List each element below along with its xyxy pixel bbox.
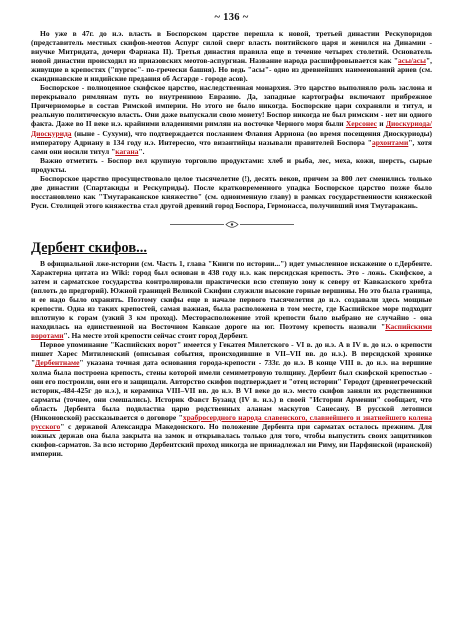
text-run: " с державой Александра Македонского. Но положение Дербента при сарматах осталось прежним. Для южных держав она была закрыта на замок и открывалась только для того, чтобы выпустить своих защитников скифов-сарматов. За всю историю Дербентский проход никогда не принадлежал ни Риму, ни Парфянской (иранской) империи. (31, 421, 432, 458)
paragraph-derbent-history (31, 340, 432, 458)
ornament-divider-icon (168, 220, 296, 229)
paragraph-trade: Важно отметить - Боспор вел крупную торговлю продуктами: хлеб и рыба, лес, меха, кожи, шерсть, сырые продукты. (31, 155, 432, 174)
text-run: " указана точная дата основания города-крепости - 733г. до н.э. В конце VIII в. до н.э. на вершине холма была построена крепость, стены которой имели семиметровую толщину. Дербент был скифской крепостью - они его построили, они его и защищали. Авторство скифов подтверждает и "отец истории" Геродот (древнегреческий историк,-484-425г до н.э.), и керамика VIII–VII вв. до н.э. В VI веке до н.э. место скифов заняли их родственники сарматы (точнее, они смешались). Историк Фавст Бузанд (IV в. н.э.) в своей "Истории Армении" сообщает, что область Дербента была подвластна царю родственных аланам маскутов Санесану. В русской летописи (Никоновской) рассказывается о договоре " (31, 358, 432, 422)
text-run: ". На месте этой крепости сейчас стоит город Дербент. (63, 331, 248, 341)
section-title-derbent: Дербент скифов... (31, 239, 148, 256)
link-archons[interactable]: архонтами (371, 137, 409, 147)
text-run: В официальной лже-истории (см. Часть 1, глава "Книги по истории...") идет умысленное искажение о г.Дербенте. Характерна цитата из Wiki: город был основан в 438 году н.э. как персидская крепость. Это - ложь. Скифское, а затем и сарматское государства контролировали практически всю степную зону к северу от Кавказского хребта (вплоть до предгорий). Южной границей Великой Скифии служили высокие горные вершины. Но это была граница, и ее надо было охранять. Поэтому скифы еще в начале первого тысячелетия до н.э. создавали здесь мощные крепости. Одна из таких крепостей, самая важная, была расположена в том месте, где Каспийское море подходит вплотную к горам (узкий 3 км проход). Месторасположение этой крепости было выбрано не случайно - она находилась на единственной на Восточном Кавказе дороге на юг. Поэтому крепость назвали " (31, 258, 432, 332)
paragraph-bosporan-kingdom (31, 83, 432, 155)
text-run: Но уже в 47г. до н.э. власть в Боспорском царстве перешла к новой, третьей династии Рескупоридов (представитель местных скифов-меотов Аспург силой сверг власть понтийского царя и женился на Динамии - внучке Митридата, дочери Фарнака II). Третья династия правила еще в течение четырех столетий. Основатель новой династии происходил из приазовских меотов-аспургиан. Название народа расшифровывается как " (31, 29, 432, 66)
text-run: (ныне - Сухуми), что подтверждается посланием Флавия Арриона (во время посещения Диоскуриоды) императору Адриану в 134 году н.э. Интересно, что византийцы называли правителей Боспора " (31, 128, 432, 147)
text-run: ", хотя сами они носили титул " (31, 137, 432, 156)
paragraph-bosporan-dynasty (31, 29, 432, 83)
text-run: Первое упоминание "Каспийских ворот" имеется у Гекатея Милетского - VI в. до н.э. А в IV в. до н.э. о крепости пишет Харес Митиленский (описывая события, происходившие в VII–VII вв. до н.э.). В персидской хронике " (31, 340, 432, 368)
link-chersonesus[interactable]: Херсонес (345, 119, 377, 129)
text-run: Боспорское - полноценное скифское царство, наследственная монархия. Это царство выполняло роль заслона и перекрывало римлянам путь во внутреннюю Евразию. Да, западные картографы включают прибрежное Причерноморье в состав Римской империи. Но этого не было никогда. Боспорские цари сохраняли и титул, и реальную политическую власть. Они даже выпускали свою монету! Боспор никогда не был римским - нет ни одного факта. Даже во II веке н.э. крайними владениями римлян на восточке Черного моря были (31, 83, 432, 129)
link-caspian-gates[interactable]: Каспийскими воротами (31, 322, 432, 341)
text-run: ", живущие в крепостях ("пургос"- по-гречески башня). Но ведь "асы"- одно из древнейших наименований ариев (см. скандинавские и индийские предания об Асгарде - городе асов). (31, 56, 432, 84)
text-run: ". (138, 146, 145, 156)
text-run: и (376, 119, 386, 129)
link-slavic-people-quote[interactable]: храбросердного народа славенского, славнейшего и знатнейшего колена русского (31, 412, 432, 431)
paragraph-derbent-fortress (31, 259, 432, 340)
link-derbentname[interactable]: Дербентнаме (35, 358, 80, 368)
link-dioscurias[interactable]: Диоскуриода/Диоскурида (31, 119, 432, 138)
paragraph-millennium: Боспорское царство просуществовало целое тысячелетие (!), десять веков, причем за 800 лет сменились только две династии (Спартакиды и Рескуприды). После кратковременного упадка Боспорское царство позже было восстановлено как "Тмутараканское княжество" (см. одноименную главу) в рамках государственности княжеской Руси. Столицей этого княжества стал другой древний город Боспора, Гермонасса, получивший имя Тмутаракань. (31, 173, 432, 210)
page-number: ~ 136 ~ (214, 12, 249, 23)
link-kagan[interactable]: кагана (115, 146, 139, 156)
section-divider (31, 220, 432, 229)
link-asy[interactable]: асы/асы (398, 56, 426, 66)
